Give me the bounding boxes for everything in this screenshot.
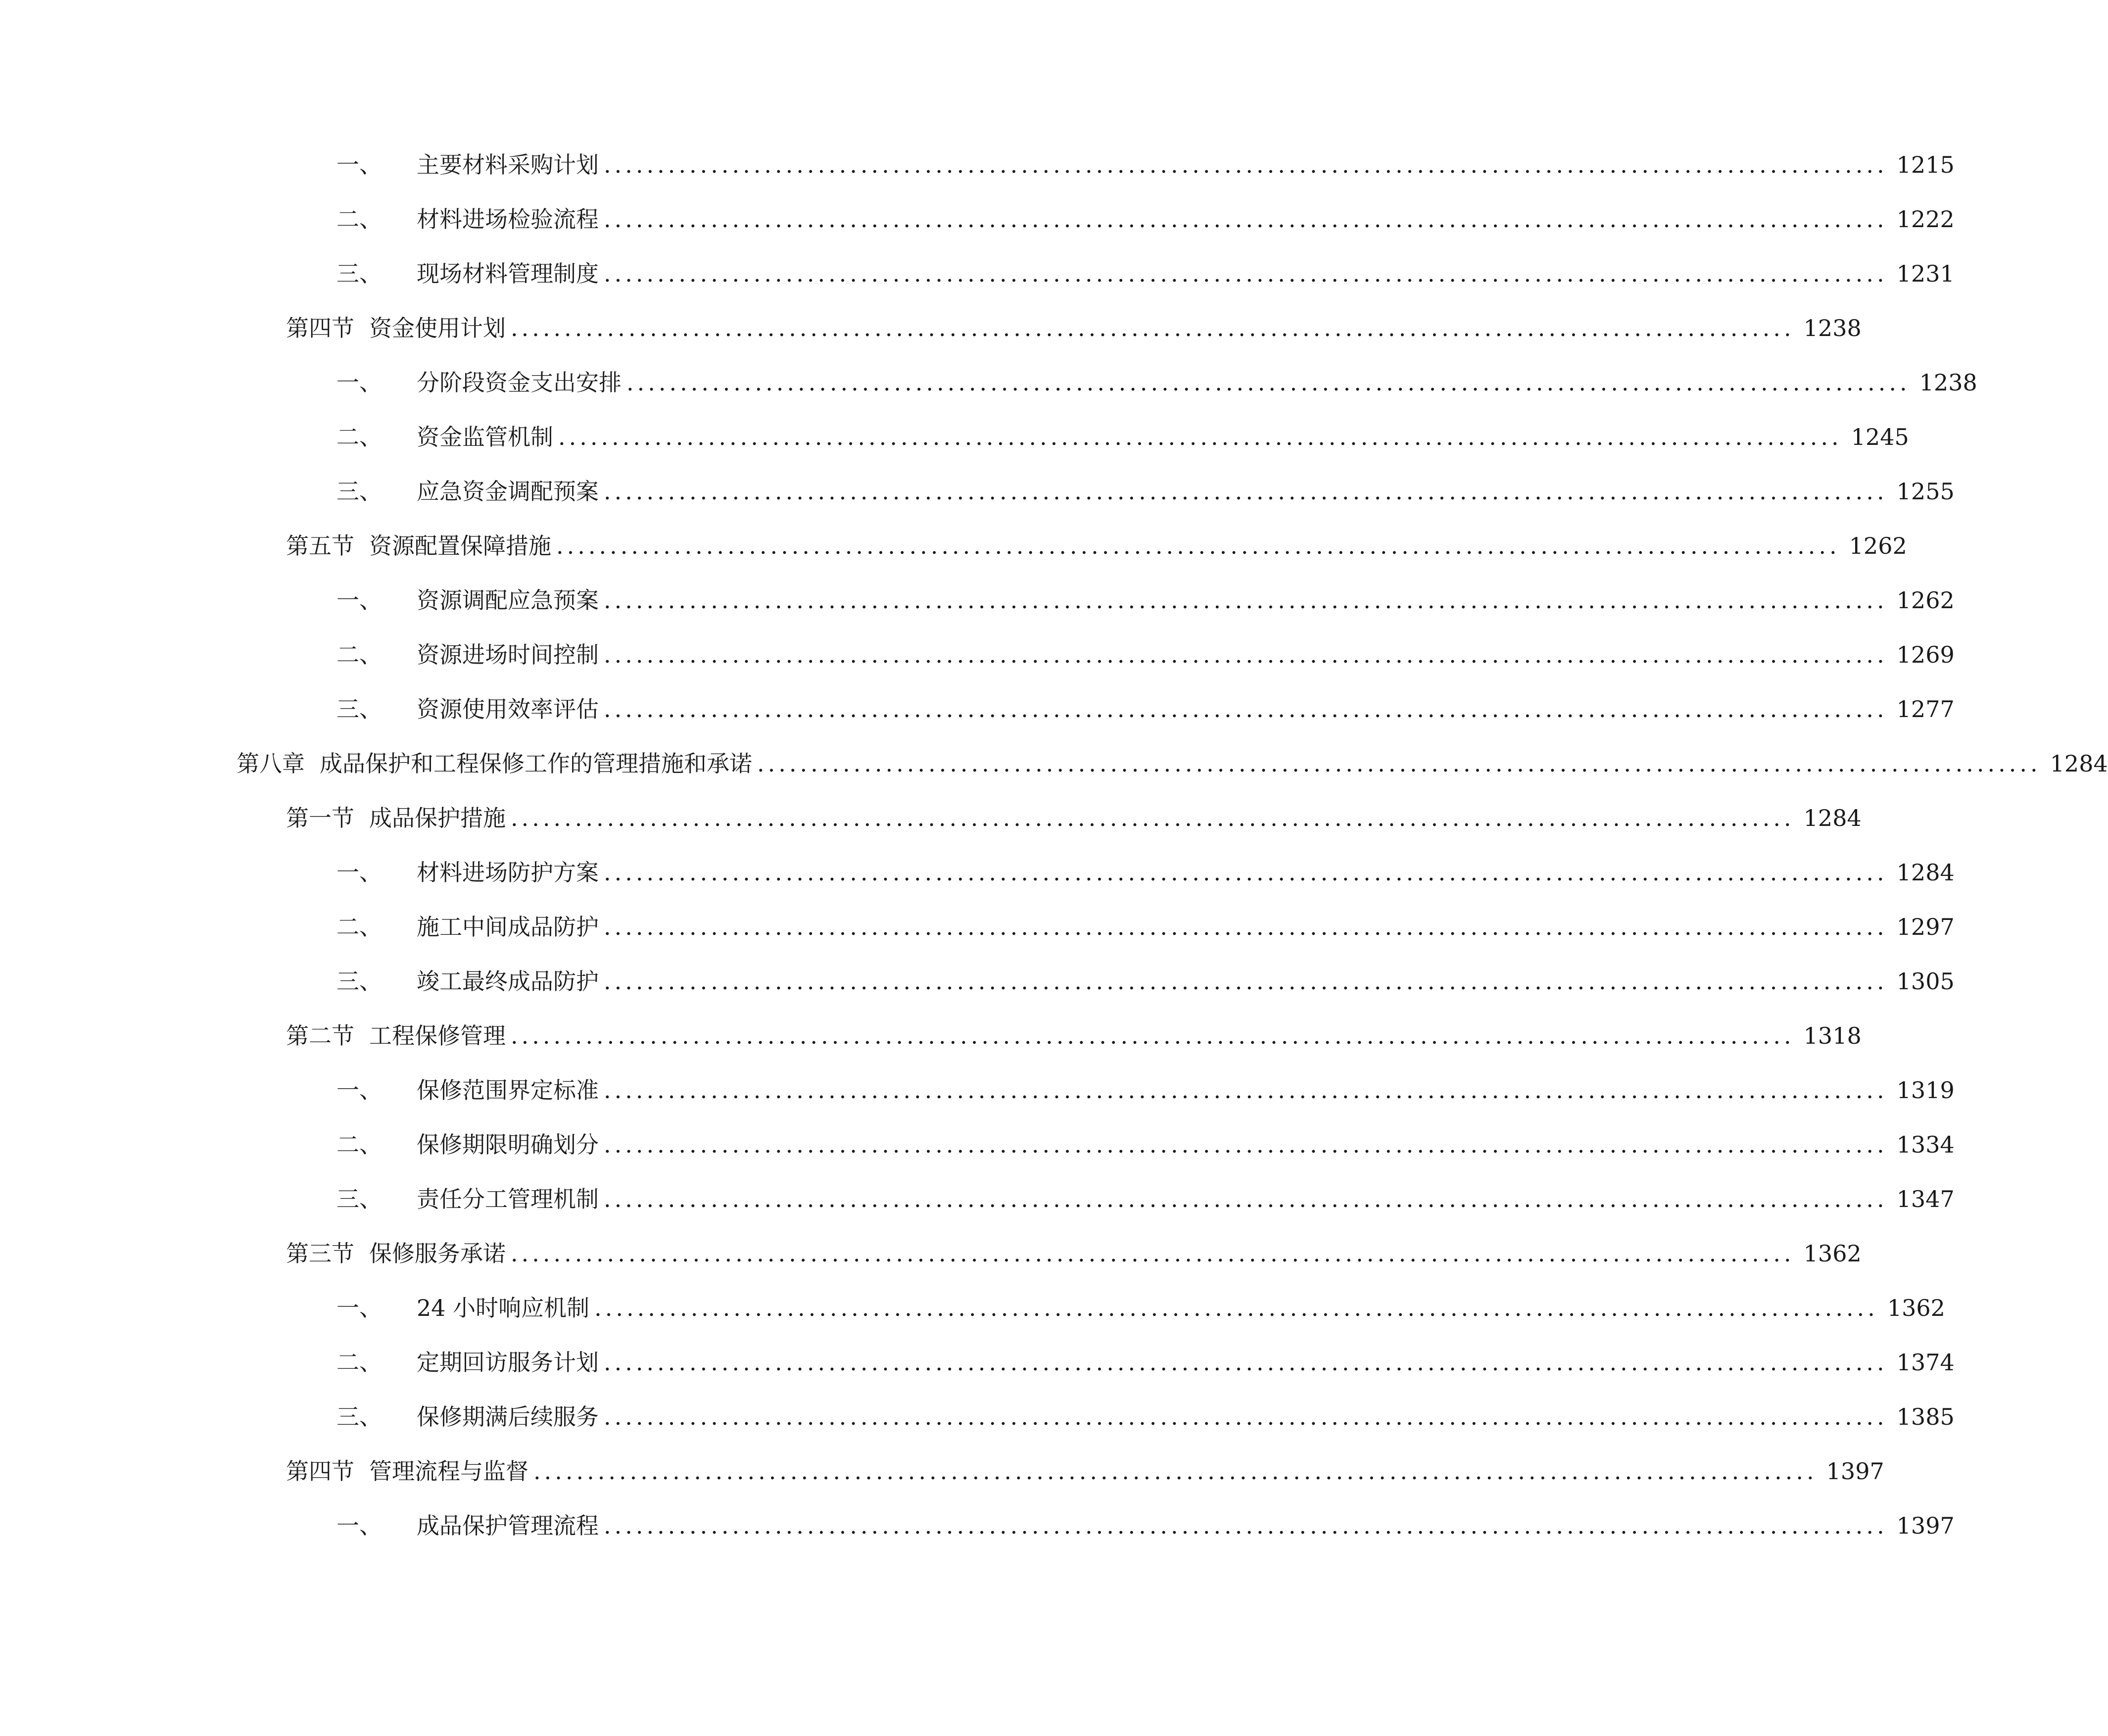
toc-entry-page-number: 1374 [1896,1349,1955,1376]
toc-entry-title: 资源使用效率评估 [417,696,599,723]
toc-entry-title: 24 小时响应机制 [417,1295,590,1321]
toc-entry[interactable] [286,801,1862,835]
toc-entry-page-number: 1334 [1896,1131,1955,1158]
toc-entry[interactable] [336,855,1955,890]
toc-entry-leader-dots: ........................................................................................................................ [626,369,1911,396]
toc-entry-leader-dots: ........................................................................................................................ [556,532,1840,559]
toc-entry-page-number: 1284 [2050,750,2108,777]
toc-entry[interactable] [336,1182,1955,1216]
toc-entry[interactable] [336,147,1955,182]
toc-entry-page-number: 1262 [1849,532,1907,559]
toc-entry-page-number: 1347 [1896,1186,1955,1212]
toc-entry-leader-dots: ........................................................................................................................ [604,696,1888,723]
toc-entry-title: 现场材料管理制度 [417,260,599,287]
toc-entry[interactable] [336,692,1955,726]
toc-entry-number: 二、 [336,914,382,940]
toc-entry[interactable] [286,1454,1884,1489]
toc-entry[interactable] [237,746,2108,781]
toc-entry-title: 成品保护和工程保修工作的管理措施和承诺 [320,750,752,777]
toc-entry-title: 分阶段资金支出安排 [417,369,622,396]
toc-entry-leader-dots: ........................................................................................................................ [604,968,1888,995]
toc-entry-number: 二、 [336,424,382,450]
toc-entry-title: 施工中间成品防护 [417,914,599,940]
toc-entry-page-number: 1297 [1896,914,1955,940]
toc-entry[interactable] [336,637,1955,672]
toc-entry[interactable] [336,1073,1955,1108]
toc-entry-title: 定期回访服务计划 [417,1349,599,1376]
toc-entry-title: 主要材料采购计划 [417,151,599,178]
toc-entry-title: 资源调配应急预案 [417,587,599,614]
toc-entry-title: 保修范围界定标准 [417,1077,599,1104]
toc-entry-number: 第四节 [286,1458,354,1485]
toc-entry[interactable] [336,1127,1955,1162]
toc-entry-number: 三、 [336,1403,382,1430]
toc-entry-page-number: 1277 [1896,696,1955,723]
toc-entry-leader-dots: ........................................................................................................................ [511,1240,1795,1267]
toc-entry-number: 二、 [336,641,382,668]
toc-entry-leader-dots: ........................................................................................................................ [604,1349,1888,1376]
toc-entry-number: 三、 [336,696,382,723]
toc-entry[interactable] [286,1018,1862,1053]
toc-entry-page-number: 1215 [1896,151,1955,178]
toc-entry-number: 一、 [336,587,382,614]
toc-entry-leader-dots: ........................................................................................................................ [558,424,1842,450]
toc-entry-page-number: 1362 [1803,1240,1862,1267]
toc-entry-number: 三、 [336,1186,382,1212]
toc-entry-number: 二、 [336,206,382,233]
toc-entry-title: 资金监管机制 [417,424,553,450]
toc-entry-number: 第四节 [286,315,354,341]
toc-entry[interactable] [336,256,1955,291]
toc-entry-title: 保修期满后续服务 [417,1403,599,1430]
toc-entry-leader-dots: ........................................................................................................................ [594,1295,1878,1321]
toc-entry-page-number: 1238 [1919,369,1977,396]
toc-entry-number: 三、 [336,260,382,287]
toc-entry[interactable] [336,910,1955,944]
toc-entry-number: 二、 [336,1349,382,1376]
toc-entry[interactable] [286,529,1907,563]
toc-entry-number: 三、 [336,968,382,995]
toc-entry-page-number: 1262 [1896,587,1955,614]
toc-entry-leader-dots: ........................................................................................................................ [604,859,1888,886]
toc-entry-leader-dots: ........................................................................................................................ [604,1131,1888,1158]
toc-entry-page-number: 1318 [1803,1022,1862,1049]
toc-entry-page-number: 1362 [1887,1295,1945,1321]
toc-entry-leader-dots: ........................................................................................................................ [604,641,1888,668]
toc-entry[interactable] [336,1399,1955,1434]
toc-entry-leader-dots: ........................................................................................................................ [511,805,1795,831]
toc-entry-title: 成品保护管理流程 [417,1512,599,1539]
toc-entry-title: 责任分工管理机制 [417,1186,599,1212]
toc-entry-number: 第三节 [286,1240,354,1267]
toc-entry[interactable] [286,311,1862,345]
toc-entry[interactable] [336,1291,1945,1325]
toc-entry-leader-dots: ........................................................................................................................ [604,260,1888,287]
toc-entry-leader-dots: ........................................................................................................................ [604,206,1888,233]
toc-entry-page-number: 1245 [1851,424,1909,450]
toc-entry-title: 工程保修管理 [369,1022,506,1049]
toc-entry-page-number: 1269 [1896,641,1955,668]
toc-entry-number: 第五节 [286,532,354,559]
toc-entry-page-number: 1238 [1803,315,1862,341]
toc-entry-page-number: 1284 [1803,805,1862,831]
toc-entry-title: 资源配置保障措施 [369,532,551,559]
toc-entry-number: 一、 [336,1512,382,1539]
toc-entry-leader-dots: ........................................................................................................................ [604,151,1888,178]
toc-entry-number: 第二节 [286,1022,354,1049]
toc-entry-title: 保修服务承诺 [369,1240,506,1267]
toc-entry-page-number: 1231 [1896,260,1955,287]
toc-entry-title: 管理流程与监督 [369,1458,528,1485]
toc-entry[interactable] [286,1236,1862,1271]
toc-entry[interactable] [336,474,1955,509]
toc-entry-leader-dots: ........................................................................................................................ [604,1403,1888,1430]
toc-entry-page-number: 1222 [1896,206,1955,233]
toc-entry-leader-dots: ........................................................................................................................ [604,478,1888,505]
toc-entry-title: 材料进场防护方案 [417,859,599,886]
toc-entry[interactable] [336,1345,1955,1380]
toc-entry-number: 第八章 [237,750,305,777]
toc-entry-leader-dots: ........................................................................................................................ [604,1077,1888,1104]
toc-entry[interactable] [336,420,1909,454]
toc-entry-leader-dots: ........................................................................................................................ [604,587,1888,614]
toc-entry-number: 一、 [336,369,382,396]
toc-entry-number: 三、 [336,478,382,505]
toc-entry-leader-dots: ........................................................................................................................ [604,914,1888,940]
toc-entry-number: 一、 [336,1295,382,1321]
toc-entry-page-number: 1305 [1896,968,1955,995]
toc-entry-page-number: 1397 [1826,1458,1884,1485]
toc-entry-title: 资源进场时间控制 [417,641,599,668]
toc-entry[interactable] [336,202,1955,237]
toc-entry-title: 资金使用计划 [369,315,506,341]
toc-entry[interactable] [336,365,1977,400]
toc-entry-page-number: 1385 [1896,1403,1955,1430]
toc-entry-page-number: 1255 [1896,478,1955,505]
toc-entry-title: 保修期限明确划分 [417,1131,599,1158]
toc-entry[interactable] [336,964,1955,999]
toc-entry-title: 材料进场检验流程 [417,206,599,233]
toc-entry-number: 二、 [336,1131,382,1158]
toc-entry-title: 竣工最终成品防护 [417,968,599,995]
toc-entry-leader-dots: ........................................................................................................................ [533,1458,1818,1485]
toc-entry-title: 成品保护措施 [369,805,506,831]
toc-entry-leader-dots: ........................................................................................................................ [511,315,1795,341]
toc-entry[interactable] [336,583,1955,618]
toc-entry[interactable] [336,1508,1955,1543]
toc-entry-title: 应急资金调配预案 [417,478,599,505]
toc-entry-page-number: 1397 [1896,1512,1955,1539]
toc-entry-leader-dots: ........................................................................................................................ [604,1512,1888,1539]
toc-entry-number: 一、 [336,1077,382,1104]
toc-entry-page-number: 1319 [1896,1077,1955,1104]
toc-entry-leader-dots: ........................................................................................................................ [604,1186,1888,1212]
toc-entry-leader-dots: ........................................................................................................................ [511,1022,1795,1049]
toc-entry-page-number: 1284 [1896,859,1955,886]
toc-entry-leader-dots: ........................................................................................................................ [757,750,2041,777]
toc-entry-number: 第一节 [286,805,354,831]
toc-entry-number: 一、 [336,151,382,178]
toc-entry-number: 一、 [336,859,382,886]
